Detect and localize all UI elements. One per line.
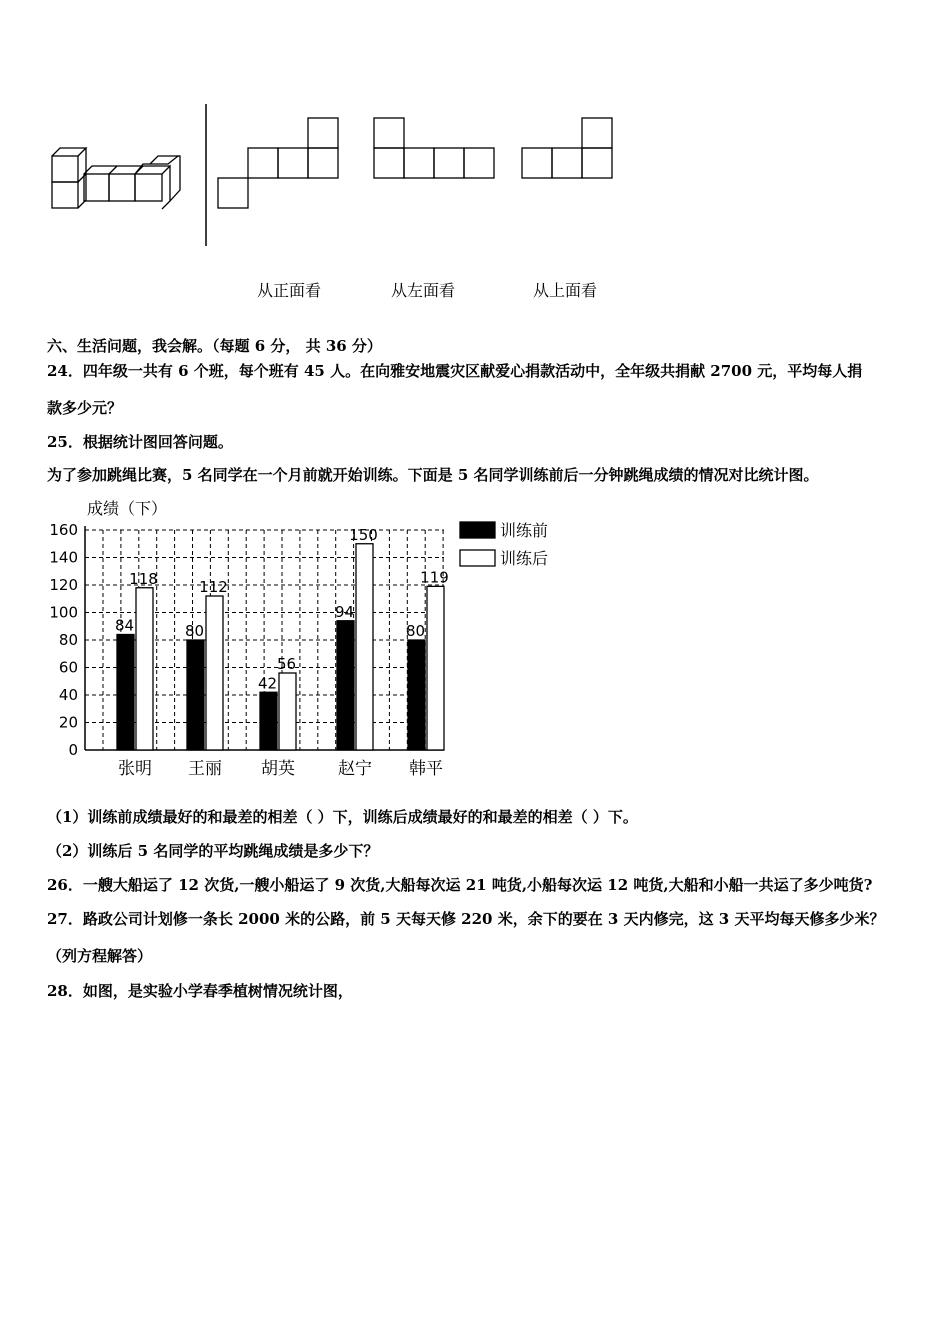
y-tick-label: 60 (58, 658, 78, 677)
bar-before (408, 640, 425, 750)
y-tick-label: 0 (68, 741, 78, 759)
y-tick-label: 100 (49, 603, 78, 622)
bar-after (427, 586, 444, 750)
cube-solid-drawing (52, 148, 180, 209)
data-label: 56 (276, 655, 297, 673)
data-label: 118 (129, 569, 158, 588)
bar-before (260, 692, 277, 750)
data-label: 150 (349, 525, 378, 544)
legend-label: 训练后 (500, 549, 549, 568)
left-view-grid (374, 118, 494, 178)
question-26: 26．一艘大船运了 12 次货,一艘小船运了 9 次货,大船每次运 21 吨货,小船每次运 12 吨货,大船和小船一共运了多少吨货? (47, 876, 873, 894)
y-tick-label: 80 (58, 631, 78, 649)
question-27-line2: （列方程解答） (47, 947, 153, 965)
caption-front-view: 从正面看 (257, 281, 322, 300)
x-tick-label: 赵宁 (338, 759, 372, 779)
data-label: 80 (184, 622, 205, 640)
question-25-intro: 为了参加跳绳比赛，5 名同学在一个月前就开始训练。下面是 5 名同学训练前后一分钟跳绳成绩的情况对比统计图。 (47, 466, 819, 484)
data-label: 80 (405, 622, 426, 640)
legend-swatch (460, 550, 495, 566)
y-tick-label: 40 (58, 686, 78, 704)
y-tick-label: 160 (49, 521, 78, 539)
data-label: 84 (114, 616, 135, 635)
x-tick-label: 张明 (118, 759, 152, 779)
data-label: 112 (199, 578, 228, 596)
section-heading: 六、生活问题，我会解。（每题 6 分， 共 36 分） (47, 337, 382, 355)
question-27-line1: 27．路政公司计划修一条长 2000 米的公路，前 5 天每天修 220 米，余下的要在 3 天内修完，这 3 天平均每天修多少米？ (47, 910, 885, 928)
question-25-sub2: （2）训练后 5 名同学的平均跳绳成绩是多少下？ (47, 842, 379, 860)
bar-after (279, 673, 296, 750)
x-tick-label: 胡英 (261, 759, 295, 779)
three-view-figure (40, 98, 640, 258)
y-tick-label: 20 (58, 713, 78, 732)
data-label: 42 (257, 674, 278, 693)
data-label: 94 (334, 602, 355, 621)
y-tick-label: 120 (49, 576, 78, 594)
question-24-line2: 款多少元？ (47, 399, 123, 417)
data-label: 119 (420, 568, 449, 587)
bar-after (206, 596, 223, 750)
bar-after (356, 544, 373, 750)
bar-before (337, 621, 354, 750)
bar-chart (40, 492, 570, 792)
question-25-title: 25．根据统计图回答问题。 (47, 433, 233, 451)
bar-after (136, 588, 153, 750)
legend-swatch (460, 522, 495, 538)
top-view-grid (522, 118, 612, 178)
bar-before (187, 640, 204, 750)
question-28: 28．如图，是实验小学春季植树情况统计图， (47, 982, 353, 1000)
caption-left-view: 从左面看 (391, 281, 456, 300)
y-axis-label: 成绩（下） (87, 499, 168, 518)
question-24-line1: 24．四年级一共有 6 个班，每个班有 45 人。在向雅安地震灾区献爱心捐款活动中，全年级共捐献 2700 元，平均每人捐 (47, 362, 863, 380)
front-view-grid (218, 118, 338, 208)
question-25-sub1: （1）训练前成绩最好的和最差的相差（ ）下，训练后成绩最好的和最差的相差（ ）下。 (47, 808, 638, 826)
legend-label: 训练前 (500, 521, 549, 540)
bar-before (117, 635, 134, 751)
caption-top-view: 从上面看 (533, 281, 598, 300)
y-tick-label: 140 (49, 548, 78, 567)
x-tick-label: 王丽 (188, 759, 222, 779)
x-tick-label: 韩平 (409, 759, 443, 779)
